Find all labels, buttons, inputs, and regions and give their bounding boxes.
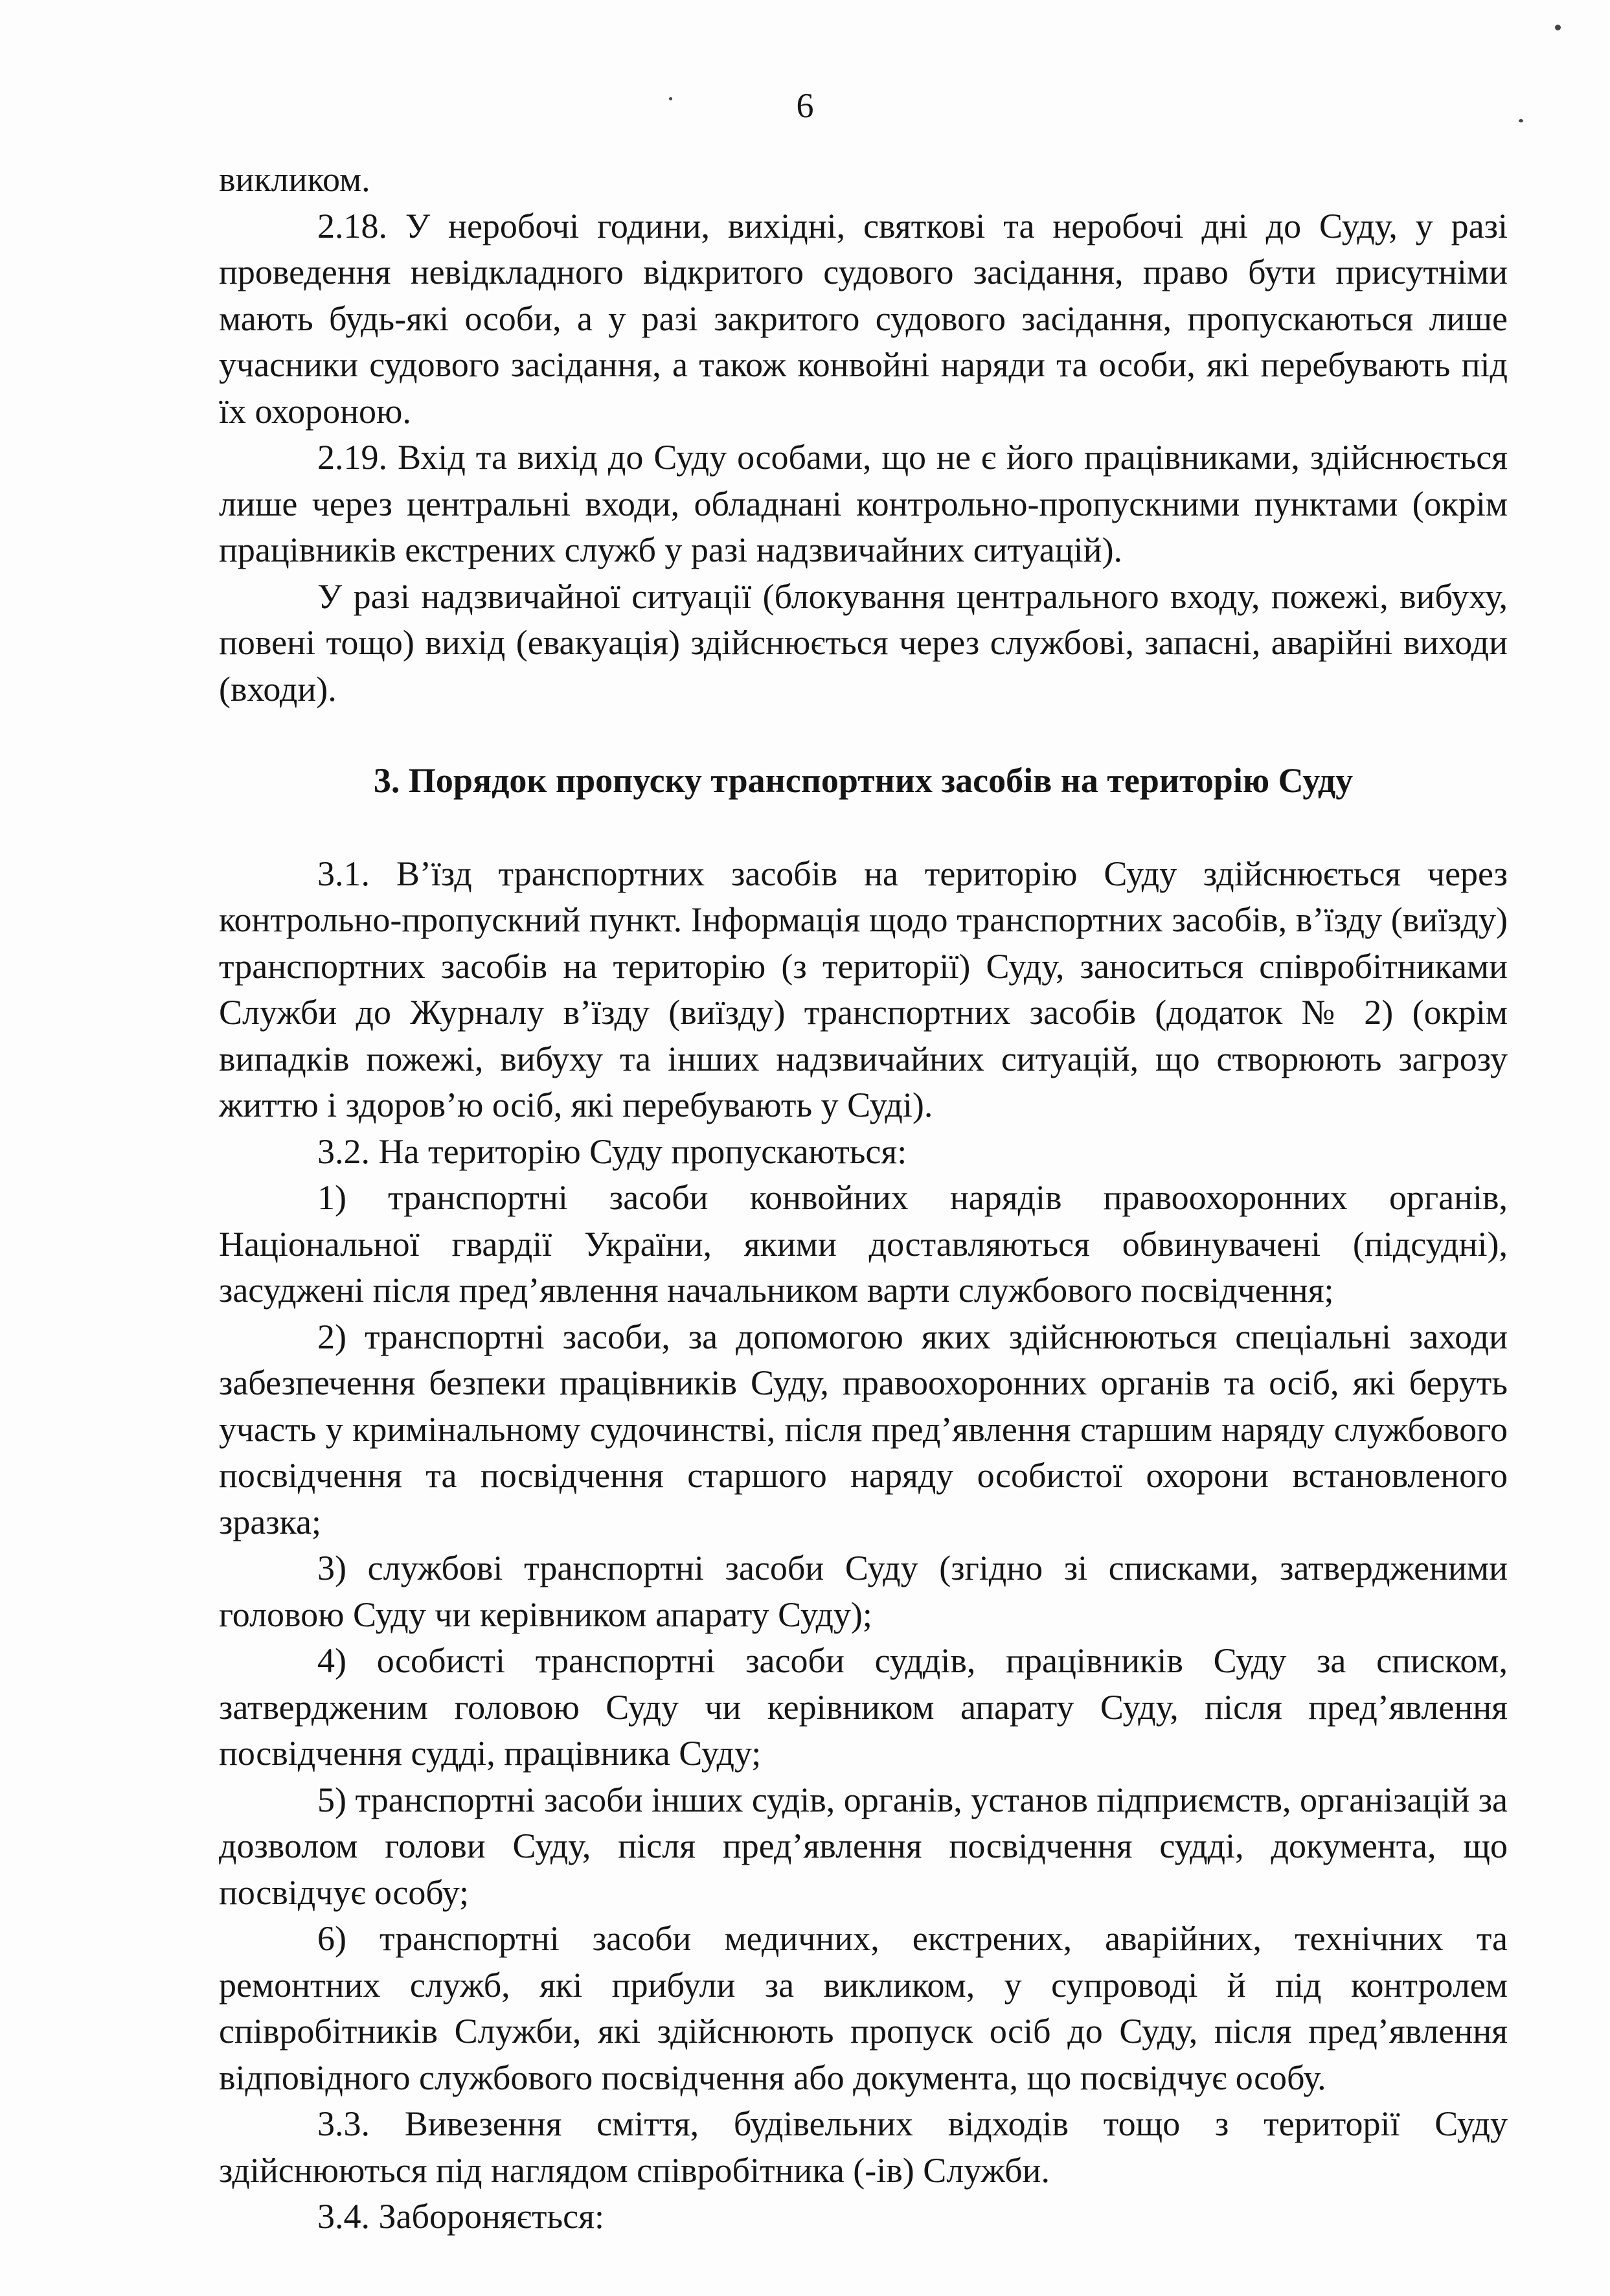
paragraph-continuation: викликом. [219,160,370,199]
list-item-2: 2) транспортні засоби, за допомогою яких здійснюються спеціальні заходи забезпечення безпеки працівників Суду, правоохоронних органів та осіб, які беруть участь у кримінальному судочинстві, після пред’явлення старшим наряду службового посвідчення та посвідчення старшого наряду особистої охорони встановленого зразка; [219,1317,1508,1541]
document-body [219,157,1508,2240]
list-item-4: 4) особисті транспортні засоби суддів, працівників Суду за списком, затвердженим головою Суду чи керівником апарату Суду, після пред’явлення посвідчення судді, працівника Суду; [219,1641,1508,1773]
paragraph-2-19: 2.19. Вхід та вихід до Суду особами, що не є його працівниками, здійснюється лише через центральні входи, обладнані контрольно-пропускними пунктами (окрім працівників екстрених служб у разі надзвичайних ситуацій). [219,438,1508,569]
list-item-3: 3) службові транспортні засоби Суду (згідно зі списками, затвердженими головою Суду чи керівником апарату Суду); [219,1549,1508,1634]
paragraph-emergency-exit: У разі надзвичайної ситуації (блокування центрального входу, пожежі, вибуху, повені тощо) вихід (евакуація) здійснюється через службові, запасні, аварійні виходи (входи). [219,576,1508,709]
list-item-5: 5) транспортні засоби інших судів, органів, установ підприємств, організацій за дозволом голови Суду, після пред’явлення посвідчення судді, документа, що посвідчує особу; [219,1780,1508,1912]
list-item-6: 6) транспортні засоби медичних, екстрених, аварійних, технічних та ремонтних служб, які прибули за викликом, у супроводі й під контролем співробітників Служби, які здійснюють пропуск осіб до Суду, після пред’явлення відповідного службового посвідчення або документа, що посвідчує особу. [219,1919,1508,2097]
list-item-1: 1) транспортні засоби конвойних нарядів правоохоронних органів, Національної гвардії України, якими доставляються обвинувачені (підсудні), засуджені після пред’явлення начальником варти службового посвідчення; [219,1178,1508,1310]
scan-speck [1555,25,1561,30]
paragraph-3-2: 3.2. На територію Суду пропускаються: [317,1131,907,1171]
paragraph-2-18: 2.18. У неробочі години, вихідні, святкові та неробочі дні до Суду, у разі проведення невідкладного відкритого судового засідання, право бути присутніми мають будь-які особи, а у разі закритого судового засідання, пропускаються лише учасники судового засідання, а також конвойні наряди та особи, які перебувають під їх охороною. [219,206,1508,431]
page-number: 6 [796,86,814,125]
paragraph-3-4: 3.4. Забороняється: [317,2197,604,2236]
paragraph-3-1: 3.1. В’їзд транспортних засобів на територію Суду здійснюється через контрольно-пропускний пункт. Інформація щодо транспортних засобів, в’їзду (виїзду) транспортних засобів на територію (з території) Суду, заноситься співробітниками Служби до Журналу в’їзду (виїзду) транспортних засобів (додаток № 2) (окрім випадків пожежі, вибуху та інших надзвичайних ситуацій, що створюють загрозу життю і здоров’ю осіб, які перебувають у Суді). [219,854,1508,1124]
paragraph-3-3: 3.3. Вивезення сміття, будівельних відходів тощо з території Суду здійснюються під наглядом співробітника (-ів) Служби. [219,2104,1508,2190]
section-heading: 3. Порядок пропуску транспортних засобів на територію Суду [373,761,1354,800]
